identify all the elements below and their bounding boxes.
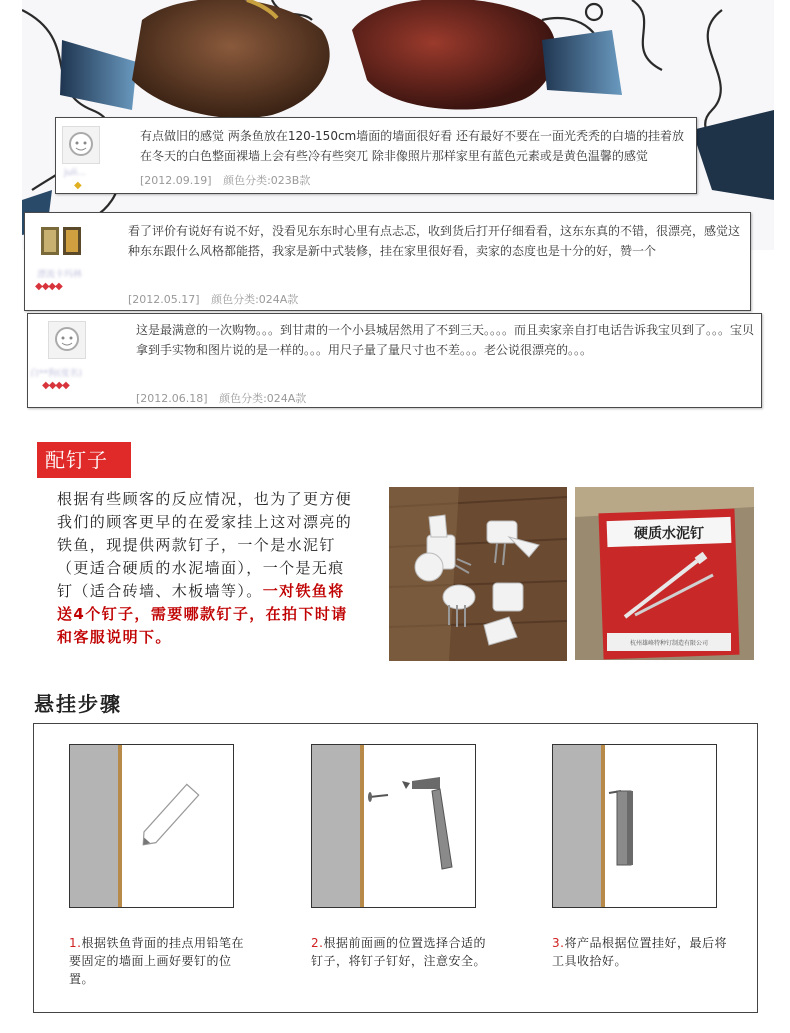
- review-text: 这是最满意的一次购物。。。到甘肃的一个小县城居然用了不到三天。。。。而且卖家亲自打电话告诉我宝贝到了。。。宝贝拿到手实物和图片说的是一样的。。。用尺子量了量尺寸也不差。。。老公说很漂亮的。。。: [136, 323, 755, 357]
- review-date: [2012.05.17]: [128, 293, 200, 306]
- step-3-number: 3.: [552, 936, 565, 950]
- review-color-class: 颜色分类:024A款: [219, 392, 307, 405]
- adhesive-nail-photo: [389, 487, 567, 661]
- review-card: [24, 212, 751, 311]
- steps-panel: [33, 723, 758, 1013]
- username: 白**狗(度名): [30, 369, 83, 379]
- avatar: [48, 321, 86, 359]
- nails-text: 根据有些顾客的反应情况，也为了更方便我们的顾客更早的在爱家挂上这对漂亮的铁鱼，现提供两款钉子，一个是水泥钉（更适合硬质的水泥墙面），一个是无痕钉（适合砖墙、木板墙等）。: [57, 490, 353, 600]
- step-3-illustration: [552, 744, 717, 908]
- step-2-text: [311, 934, 491, 970]
- nail-icon: [368, 792, 388, 802]
- step-2-desc: 根据前面画的位置选择合适的钉子，将钉子钉好，注意安全。: [311, 936, 487, 968]
- review-date: [2012.09.19]: [140, 174, 212, 187]
- cement-nail-box-photo: [575, 487, 754, 660]
- review-date: [2012.06.18]: [136, 392, 208, 405]
- hammer-icon: [402, 777, 452, 869]
- step-3-desc: 将产品根据位置挂好，最后将工具收拾好。: [552, 936, 727, 968]
- review-meta: [128, 291, 306, 307]
- review-card: [27, 313, 762, 408]
- avatar: [62, 126, 100, 164]
- rank-icon: ◆: [74, 180, 81, 191]
- rank-icon: ◆◆◆◆: [42, 380, 69, 391]
- review-meta: [140, 172, 318, 188]
- step-1-number: 1.: [69, 936, 82, 950]
- pencil-icon: [137, 784, 198, 850]
- step-1-text: [69, 934, 249, 988]
- nails-tag: 配钉子: [37, 442, 131, 478]
- review-color-class: 颜色分类:023B款: [223, 174, 311, 187]
- step-2-illustration: [311, 744, 476, 908]
- step-1-desc: 根据铁鱼背面的挂点用铅笔在要固定的墙面上画好要钉的位置。: [69, 936, 244, 986]
- nail-box-maker: 杭州雄峰特种钉制造有限公司: [629, 640, 709, 647]
- username: juli...: [64, 168, 86, 178]
- review-color-class: 颜色分类:024A款: [211, 293, 299, 306]
- rank-icon: ◆◆◆◆: [35, 281, 62, 292]
- nails-description: [57, 488, 357, 649]
- nails-highlight: 一对铁鱼将送4个钉子，需要哪款钉子，在拍下时请和客服说明下。: [57, 582, 348, 646]
- review-text: 有点做旧的感觉 两条鱼放在120-150cm墙面的墙面很好看 还有最好不要在一面光秃秃的白墙的挂着放在冬天的白色整面裸墙上会有些冷有些突兀 除非像照片那样家里有蓝色元素或是黄色温馨的感觉: [140, 129, 685, 163]
- nail-box-label: 硬质水泥钉: [634, 526, 704, 542]
- review-text: 看了评价有说好有说不好，没看见东东时心里有点忐忑，收到货后打开仔细看看，这东东真的不错，很漂亮，感觉这种东东跟什么风格都能搭，我家是新中式装修，挂在家里很好看，卖家的态度也是十分的好，赞一个: [128, 224, 741, 258]
- steps-title: 悬挂步骤: [34, 692, 122, 716]
- step-3-text: [552, 934, 732, 970]
- review-meta: [136, 390, 314, 406]
- step-1-illustration: [69, 744, 234, 908]
- step-2-number: 2.: [311, 936, 324, 950]
- review-card: [55, 117, 697, 194]
- username: 漂流卡玛林: [37, 270, 83, 280]
- avatar: [39, 225, 85, 259]
- hung-product-icon: [609, 791, 633, 865]
